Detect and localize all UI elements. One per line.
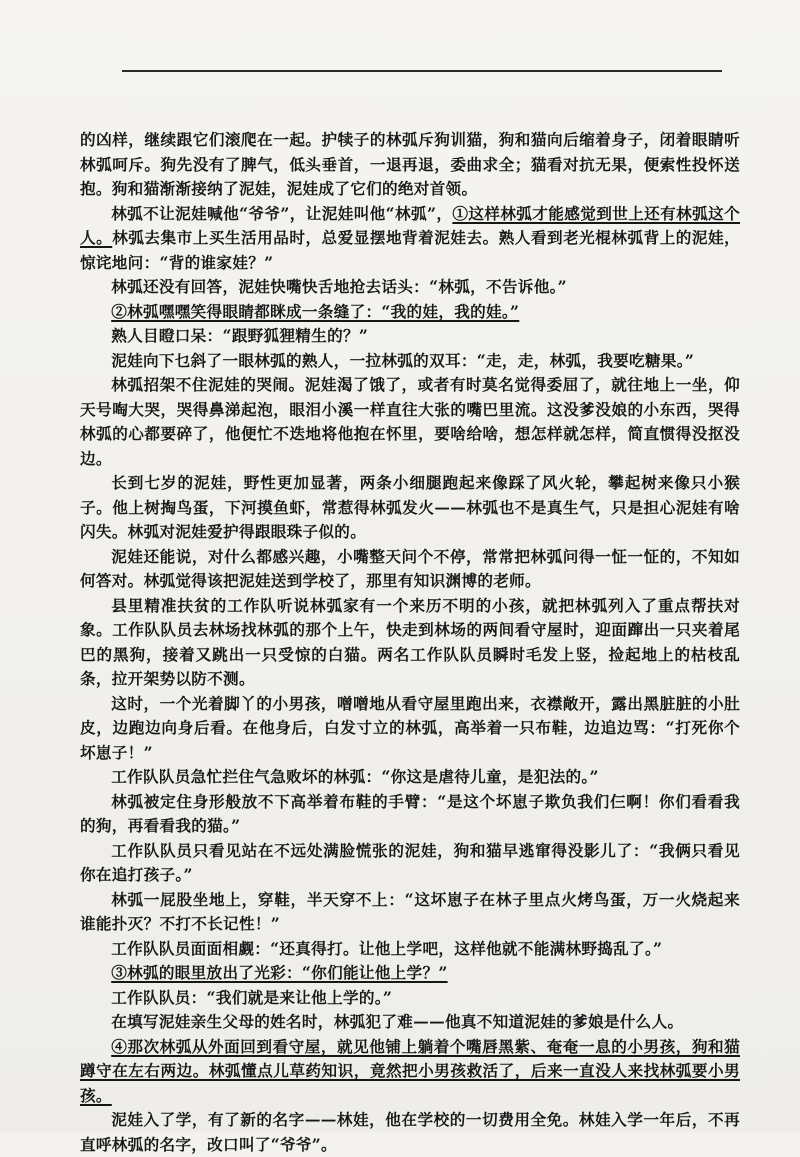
paragraph: 工作队队员：“我们就是来让他上学的。” <box>111 987 393 1007</box>
paragraph: 林弧还没有回答，泥娃快嘴快舌地抢去话头：“林弧，不告诉他。” <box>111 277 567 296</box>
paragraph: 泥娃还能说，对什么都感兴趣，小嘴整天问个不停，常常把林弧问得一怔一怔的，不知如何答对。林弧觉得该把泥娃送到学校了，那里有知识渊博的老师。 <box>80 546 740 590</box>
paragraph: 泥娃向下乜斜了一眼林弧的熟人，一拉林弧的双耳：“走，走，林弧，我要吃糖果。” <box>111 350 695 370</box>
paragraph: 泥娃入了学，有了新的名字——林娃，他在学校的一切费用全免。林娃入学一年后，不再直呼林弧的名字，改口叫了“爷爷”。 <box>80 1110 740 1154</box>
paragraph: 县里精准扶贫的工作队听说林弧家有一个来历不明的小孩，就把林弧列入了重点帮扶对象。工作队队员去林场找林弧的那个上午，快走到林场的两间看守屋时，迎面蹿出一只夹着尾巴的黑狗，接着又跳出一只受惊的白猫。两名工作队队员瞬时毛发上竖，捡起地上的枯枝乱条，拉开架势以防不测。 <box>80 595 740 688</box>
header-rule <box>122 70 722 72</box>
underlined-sentence-2: ②林弧嘿嘿笑得眼睛都眯成一条缝了：“我的娃，我的娃。” <box>111 301 520 321</box>
paragraph: 熟人目瞪口呆：“跟野狐狸精生的？” <box>111 326 369 345</box>
paragraph: 长到七岁的泥娃，野性更加显著，两条小细腿跑起来像踩了风火轮，攀起树来像只小猴子。他上树掏鸟蛋，下河摸鱼虾，常惹得林弧发火——林弧也不是真生气，只是担心泥娃有啥闪失。林弧对泥娃爱护得跟眼珠子似的。 <box>80 473 740 541</box>
paragraph: 的凶样，继续跟它们滚爬在一起。护犊子的林弧斥狗训猫，狗和猫向后缩着身子，闭着眼睛听林弧呵斥。狗先没有了脾气，低头垂首，一退再退，委曲求全；猫看对抗无果，便索性投怀送抱。狗和猫渐渐接纳了泥娃，泥娃成了它们的绝对首领。 <box>80 130 740 198</box>
underlined-sentence-4: ④那次林弧从外面回到看守屋，就见他铺上躺着个嘴唇黑紫、奄奄一息的小男孩，狗和猫蹲守在左右两边。林弧懂点儿草药知识，竟然把小男孩救活了，后来一直没人来找林弧要小男孩。 <box>80 1036 740 1105</box>
paragraph-text: 林弧不让泥娃喊他“爷爷”，让泥娃叫他“林弧”， <box>111 203 453 223</box>
article-body <box>80 128 740 1157</box>
paragraph <box>80 961 740 986</box>
paragraph: 林弧一屁股坐地上，穿鞋，半天穿不上：“这坏崽子在林子里点火烤鸟蛋，万一火烧起来谁能扑灭？不打不长记性！” <box>80 889 740 933</box>
paragraph: 工作队队员面面相觑：“还真得打。让他上学吧，这样他就不能满林野捣乱了。” <box>111 938 663 958</box>
paragraph: 工作队队员只看见站在不远处满脸慌张的泥娃，狗和猫早逃窜得没影儿了：“我俩只看见你在追打孩子。” <box>80 840 740 884</box>
paragraph: 这时，一个光着脚丫的小男孩，噌噌地从看守屋里跑出来，衣襟敞开，露出黑脏脏的小肚皮，边跑边向身后看。在他身后，白发寸立的林弧，高举着一只布鞋，边追边骂：“打死你个坏崽子！” <box>80 693 740 762</box>
underlined-sentence-1: ①这样林弧才能感觉到世上还有林弧这个人。 <box>80 203 741 247</box>
paragraph: 林弧招架不住泥娃的哭闹。泥娃渴了饿了，或者有时莫名觉得委屈了，就往地上一坐，仰天号啕大哭，哭得鼻涕起泡，眼泪小溪一样直往大张的嘴巴里流。这没爹没娘的小东西，哭得林弧的心都要碎了，他便忙不迭地将他抱在怀里，要啥给啥，想怎样就怎样，简直惯得没抠没边。 <box>80 375 740 468</box>
paragraph <box>80 300 740 325</box>
paragraph <box>80 1035 740 1109</box>
underlined-sentence-3: ③林弧的眼里放出了光彩：“你们能让他上学？” <box>111 963 448 982</box>
paragraph <box>80 202 740 276</box>
paragraph: 在填写泥娃亲生父母的姓名时，林弧犯了难——他真不知道泥娃的爹娘是什么人。 <box>111 1012 684 1031</box>
paragraph: 工作队队员急忙拦住气急败坏的林弧：“你这是虐待儿童，是犯法的。” <box>111 767 599 786</box>
paragraph: 林弧被定住身形般放不下高举着布鞋的手臂：“是这个坏崽子欺负我们仨啊！你们看看我的狗，再看看我的猫。” <box>80 791 740 835</box>
paragraph-text: 林弧去集市上买生活用品时，总爱显摆地背着泥娃去。熟人看到老光棍林弧背上的泥娃，惊诧地问：“背的谁家娃？” <box>80 228 741 272</box>
